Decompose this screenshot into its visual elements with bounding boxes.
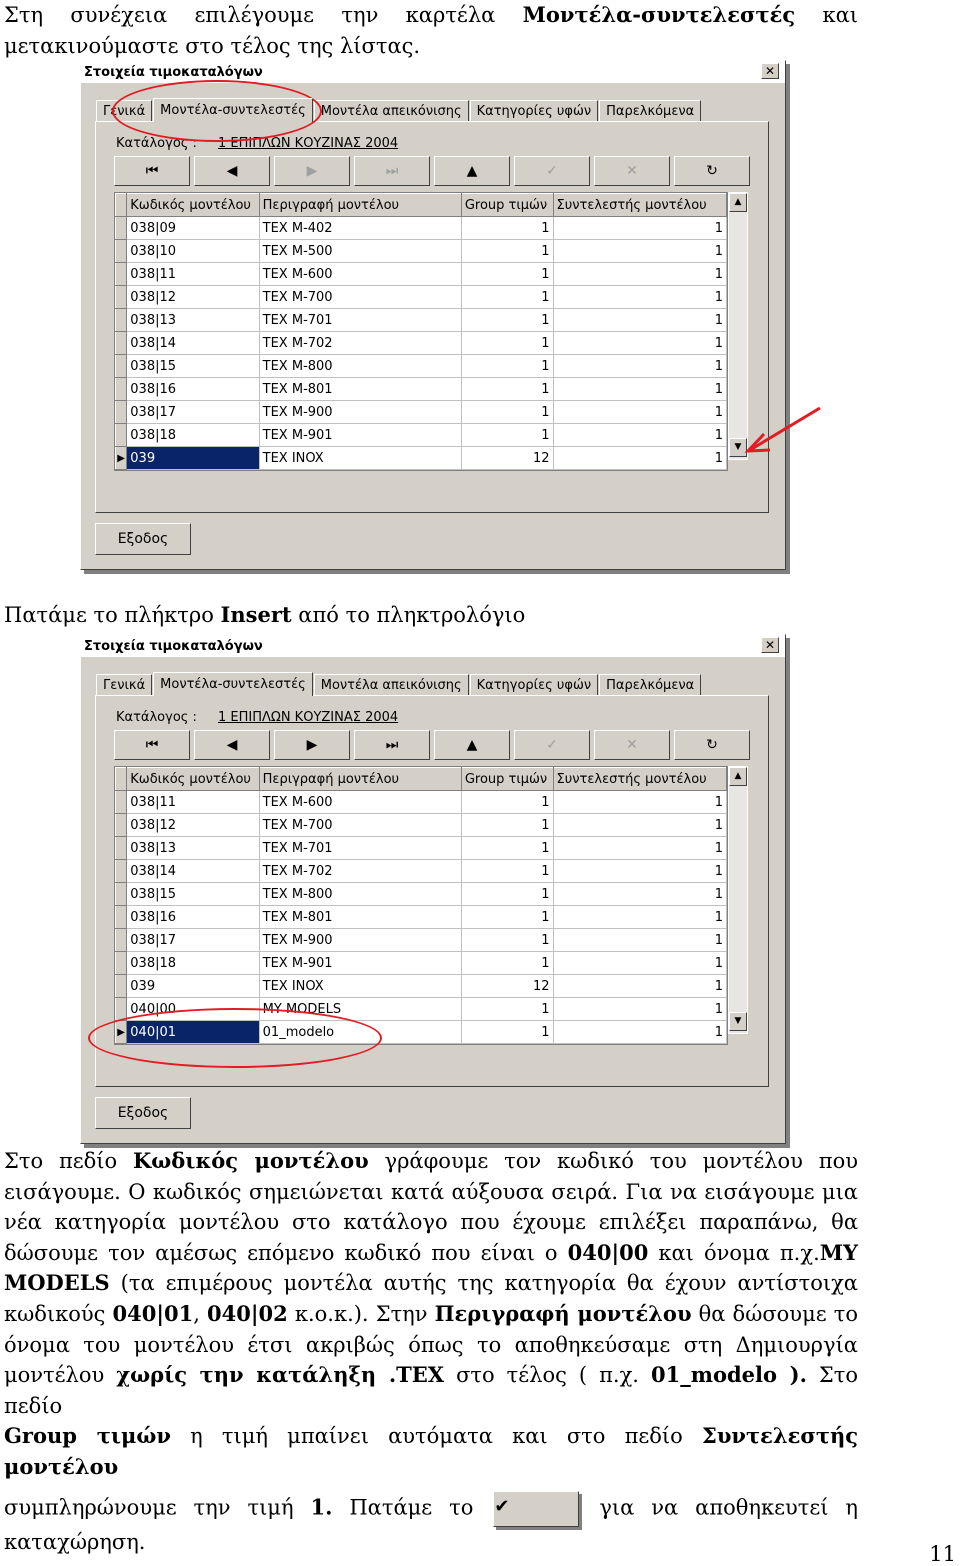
table-row[interactable]	[116, 217, 727, 240]
row-indicator	[116, 401, 127, 424]
nav-next-button[interactable]: ▶	[274, 156, 350, 186]
grid-cell[interactable]: 038|11	[127, 791, 259, 814]
models-grid	[114, 766, 728, 1045]
table-row[interactable]	[116, 906, 727, 929]
grid-cell[interactable]: 038|09	[127, 217, 259, 240]
table-row[interactable]	[116, 355, 727, 378]
scroll-track[interactable]	[729, 786, 747, 1012]
grid-cell[interactable]: 038|16	[127, 378, 259, 401]
grid-header-indicator	[116, 194, 127, 217]
nav-insert-button[interactable]: ▲	[434, 156, 510, 186]
grid-cell[interactable]: 1	[461, 263, 553, 286]
row-indicator	[116, 929, 127, 952]
table-row[interactable]	[116, 263, 727, 286]
catalog-label: Κατάλογος :	[116, 710, 197, 725]
close-button[interactable]: ✕	[761, 637, 779, 653]
grid-cell[interactable]: TEX M-600	[259, 791, 461, 814]
nav-cancel-button[interactable]: ✕	[594, 730, 670, 760]
table-row[interactable]	[116, 424, 727, 447]
row-indicator	[116, 975, 127, 998]
grid-cell[interactable]: 038|13	[127, 837, 259, 860]
grid-cell[interactable]: 1	[553, 975, 726, 998]
grid-cell[interactable]: TEX M-500	[259, 240, 461, 263]
save-button-image	[493, 1491, 579, 1527]
grid-cell[interactable]: 1	[461, 906, 553, 929]
grid-cell[interactable]: TEX M-901	[259, 952, 461, 975]
column-header[interactable]: Κωδικός μοντέλου	[127, 768, 259, 791]
navigator-toolbar	[114, 730, 754, 760]
grid-cell[interactable]: 1	[553, 286, 726, 309]
column-header[interactable]: Group τιμών	[461, 194, 553, 217]
tab-2[interactable]: Μοντέλα απεικόνισης	[314, 100, 469, 121]
row-indicator	[116, 837, 127, 860]
catalog-label: Κατάλογος :	[116, 136, 197, 151]
grid-cell[interactable]: 1	[553, 883, 726, 906]
table-row[interactable]	[116, 837, 727, 860]
table-row[interactable]	[116, 332, 727, 355]
grid-cell[interactable]: 1	[461, 837, 553, 860]
highlight-ellipse-2	[88, 1008, 382, 1068]
nav-refresh-button[interactable]: ↻	[674, 156, 750, 186]
grid-cell[interactable]: 038|12	[127, 286, 259, 309]
grid-cell[interactable]: 038|12	[127, 814, 259, 837]
tab-4[interactable]: Παρελκόμενα	[599, 100, 701, 121]
table-row[interactable]	[116, 791, 727, 814]
grid-cell[interactable]: TEX INOX	[259, 975, 461, 998]
tab-panel	[95, 121, 769, 513]
tab-1[interactable]: Μοντέλα-συντελεστές	[153, 98, 313, 122]
nav-post-button[interactable]: ✓	[514, 730, 590, 760]
grid-cell[interactable]: TEX M-800	[259, 355, 461, 378]
grid-cell[interactable]: 1	[553, 929, 726, 952]
step2-text: Πατάμε το πλήκτρο Insert από το πληκτρολόγιο	[4, 602, 526, 627]
grid-cell[interactable]: 1	[461, 929, 553, 952]
tab-0[interactable]: Γενικά	[96, 674, 152, 695]
row-indicator	[116, 860, 127, 883]
grid-cell[interactable]: TEX M-901	[259, 424, 461, 447]
grid-cell[interactable]: TEX M-702	[259, 332, 461, 355]
grid-cell[interactable]: 1	[553, 906, 726, 929]
close-button[interactable]: ✕	[761, 63, 779, 79]
scroll-up-icon[interactable]: ▲	[729, 193, 747, 212]
red-arrow-icon	[740, 400, 830, 460]
grid-cell[interactable]: 1	[461, 791, 553, 814]
scroll-up-icon[interactable]: ▲	[729, 767, 747, 786]
grid-cell[interactable]: 1	[461, 286, 553, 309]
grid-cell[interactable]: 1	[553, 1021, 726, 1044]
grid-cell[interactable]: TEX M-600	[259, 263, 461, 286]
row-indicator	[116, 424, 127, 447]
grid-cell[interactable]: 1	[461, 240, 553, 263]
grid-cell[interactable]: 039	[127, 447, 259, 470]
grid-cell[interactable]: 038|15	[127, 355, 259, 378]
models-grid	[114, 192, 728, 471]
nav-last-button[interactable]: ⏭	[354, 156, 430, 186]
row-indicator	[116, 814, 127, 837]
catalog-window-2	[80, 634, 786, 1144]
column-header[interactable]: Group τιμών	[461, 768, 553, 791]
column-header[interactable]: Περιγραφή μοντέλου	[259, 768, 461, 791]
grid-cell[interactable]: 1	[461, 998, 553, 1021]
tab-4[interactable]: Παρελκόμενα	[599, 674, 701, 695]
grid-cell[interactable]: 1	[553, 998, 726, 1021]
grid-cell[interactable]: 040|00	[127, 998, 259, 1021]
row-indicator	[116, 240, 127, 263]
grid-cell[interactable]: 1	[461, 814, 553, 837]
grid-cell[interactable]: 1	[461, 883, 553, 906]
window-titlebar	[81, 61, 785, 83]
grid-header-indicator	[116, 768, 127, 791]
row-indicator	[116, 286, 127, 309]
grid-cell[interactable]: 038|16	[127, 906, 259, 929]
grid-cell[interactable]: 038|14	[127, 332, 259, 355]
table-row[interactable]	[116, 447, 727, 470]
table-row[interactable]	[116, 883, 727, 906]
nav-insert-button[interactable]: ▲	[434, 730, 510, 760]
table-row[interactable]	[116, 401, 727, 424]
nav-first-button[interactable]: ⏮	[114, 730, 190, 760]
table-row[interactable]	[116, 929, 727, 952]
nav-next-button[interactable]: ▶	[274, 730, 350, 760]
grid-cell[interactable]: 038|17	[127, 401, 259, 424]
grid-cell[interactable]: 1	[461, 401, 553, 424]
grid-cell[interactable]: 1	[461, 332, 553, 355]
grid-cell[interactable]: 038|14	[127, 860, 259, 883]
grid-cell[interactable]: 038|13	[127, 309, 259, 332]
table-row[interactable]	[116, 860, 727, 883]
grid-cell[interactable]: 038|18	[127, 424, 259, 447]
row-indicator: ▶	[116, 1021, 127, 1044]
row-indicator	[116, 791, 127, 814]
table-row[interactable]	[116, 240, 727, 263]
grid-cell[interactable]: TEX M-900	[259, 401, 461, 424]
grid-cell[interactable]: TEX M-801	[259, 378, 461, 401]
grid-cell[interactable]: 1	[553, 309, 726, 332]
nav-first-button[interactable]: ⏮	[114, 156, 190, 186]
column-header[interactable]: Συντελεστής μοντέλου	[553, 768, 726, 791]
row-indicator	[116, 217, 127, 240]
catalog-value: 1 ΕΠΙΠΛΩΝ ΚΟΥΖΙΝΑΣ 2004	[218, 710, 399, 725]
grid-cell[interactable]: TEX M-900	[259, 929, 461, 952]
scroll-down-icon[interactable]: ▼	[729, 438, 747, 457]
grid-cell[interactable]: TEX INOX	[259, 447, 461, 470]
grid-cell[interactable]: 1	[461, 952, 553, 975]
grid-cell[interactable]: 1	[553, 952, 726, 975]
grid-cell[interactable]: TEX M-402	[259, 217, 461, 240]
grid-cell[interactable]: 01_modelo	[259, 1021, 461, 1044]
exit-button[interactable]: Εξοδος	[95, 523, 191, 555]
grid-cell[interactable]: 1	[553, 263, 726, 286]
grid-cell[interactable]: TEX M-701	[259, 309, 461, 332]
grid-cell[interactable]: 1	[461, 217, 553, 240]
grid-cell[interactable]: 1	[553, 355, 726, 378]
catalog-value: 1 ΕΠΙΠΛΩΝ ΚΟΥΖΙΝΑΣ 2004	[218, 136, 399, 151]
grid-cell[interactable]: 1	[553, 378, 726, 401]
grid-cell[interactable]: TEX M-700	[259, 814, 461, 837]
column-header[interactable]: Περιγραφή μοντέλου	[259, 194, 461, 217]
grid-cell[interactable]: 1	[461, 309, 553, 332]
tab-3[interactable]: Κατηγορίες υφών	[470, 674, 599, 695]
row-indicator	[116, 378, 127, 401]
window-title: Στοιχεία τιμοκαταλόγων	[84, 64, 263, 80]
row-indicator	[116, 883, 127, 906]
grid-cell[interactable]: 12	[461, 975, 553, 998]
column-header[interactable]: Συντελεστής μοντέλου	[553, 194, 726, 217]
tab-bar	[96, 671, 702, 695]
grid-cell[interactable]: MY MODELS	[259, 998, 461, 1021]
tab-3[interactable]: Κατηγορίες υφών	[470, 100, 599, 121]
grid-cell[interactable]: 038|15	[127, 883, 259, 906]
grid-cell[interactable]: 038|11	[127, 263, 259, 286]
table-row[interactable]	[116, 286, 727, 309]
row-indicator	[116, 906, 127, 929]
page-number: 11	[929, 1542, 956, 1566]
table-row[interactable]	[116, 975, 727, 998]
grid-cell[interactable]: 1	[553, 791, 726, 814]
grid-cell[interactable]: 1	[553, 424, 726, 447]
table-row[interactable]	[116, 814, 727, 837]
grid-cell[interactable]: 1	[553, 401, 726, 424]
intro-paragraph: Στη συνέχεια επιλέγουμε την καρτέλα Μοντέλα-συντελεστές και μετακινούμαστε στο τέλος της λίστας.	[4, 2, 859, 58]
row-indicator	[116, 332, 127, 355]
row-indicator	[116, 952, 127, 975]
check-icon: ✔	[494, 1495, 510, 1517]
tab-2[interactable]: Μοντέλα απεικόνισης	[314, 674, 469, 695]
grid-cell[interactable]: 1	[461, 424, 553, 447]
tab-1[interactable]: Μοντέλα-συντελεστές	[153, 672, 313, 696]
table-row[interactable]	[116, 378, 727, 401]
nav-last-button[interactable]: ⏭	[354, 730, 430, 760]
nav-prior-button[interactable]: ◀	[194, 730, 270, 760]
nav-post-button[interactable]: ✓	[514, 156, 590, 186]
grid-cell[interactable]: TEX M-700	[259, 286, 461, 309]
row-indicator	[116, 355, 127, 378]
row-indicator	[116, 263, 127, 286]
table-row[interactable]	[116, 309, 727, 332]
grid-cell[interactable]: TEX M-702	[259, 860, 461, 883]
row-indicator	[116, 309, 127, 332]
row-indicator: ▶	[116, 447, 127, 470]
window-titlebar	[81, 635, 785, 657]
nav-refresh-button[interactable]: ↻	[674, 730, 750, 760]
grid-cell[interactable]: 040|01	[127, 1021, 259, 1044]
nav-prior-button[interactable]: ◀	[194, 156, 270, 186]
window-title: Στοιχεία τιμοκαταλόγων	[84, 638, 263, 654]
grid-cell[interactable]: 1	[553, 217, 726, 240]
grid-cell[interactable]: TEX M-701	[259, 837, 461, 860]
grid-cell[interactable]: 1	[553, 837, 726, 860]
table-row[interactable]	[116, 952, 727, 975]
grid-cell[interactable]: 1	[461, 355, 553, 378]
grid-cell[interactable]: 038|17	[127, 929, 259, 952]
grid-cell[interactable]: 1	[553, 447, 726, 470]
grid-cell[interactable]: 1	[461, 378, 553, 401]
grid-cell[interactable]: 038|10	[127, 240, 259, 263]
exit-button[interactable]: Εξοδος	[95, 1097, 191, 1129]
grid-cell[interactable]: 1	[553, 860, 726, 883]
grid-cell[interactable]: 1	[461, 860, 553, 883]
grid-cell[interactable]: 12	[461, 447, 553, 470]
scroll-down-icon[interactable]: ▼	[729, 1012, 747, 1031]
grid-cell[interactable]: 1	[461, 1021, 553, 1044]
grid-cell[interactable]: 1	[553, 814, 726, 837]
grid-cell[interactable]: 038|18	[127, 952, 259, 975]
grid-cell[interactable]: 1	[553, 332, 726, 355]
vertical-scrollbar[interactable]	[728, 766, 748, 1034]
navigator-toolbar	[114, 156, 754, 186]
nav-cancel-button[interactable]: ✕	[594, 156, 670, 186]
tab-0[interactable]: Γενικά	[96, 100, 152, 121]
grid-cell[interactable]: 1	[553, 240, 726, 263]
column-header[interactable]: Κωδικός μοντέλου	[127, 194, 259, 217]
grid-cell[interactable]: TEX M-800	[259, 883, 461, 906]
catalog-field	[116, 710, 399, 725]
body-paragraph: Στο πεδίο Κωδικός μοντέλου γράφουμε τον κωδικό του μοντέλου που εισάγουμε. Ο κωδικός σημειώνεται κατά αύξουσα σειρά. Για να εισάγουμε μια νέα κατηγορία μοντέλου στο κατάλογο που έχουμε επιλέξει παραπάνω, θα δώσουμε τον αμέσως επόμενο κωδικό που είναι ο 040|00 και όνομα π.χ.MY MODELS (τα επιμέρους μοντέλα αυτής της κατηγορία θα έχουν αντίστοιχα κωδικούς 040|01, 040|02 κ.ο.κ.). Στην Περιγραφή μοντέλου θα δώσουμε το όνομα του μοντέλου έτσι ακριβώς όπως το αποθηκεύσαμε στη Δημιουργία μοντέλου χωρίς την κατάληξη .TEX στο τέλος ( π.χ. 01_modelo ). Στο πεδίο Group τιμών η τιμή μπαίνει αυτόματα και στο πεδίο Συντελεστής μοντέλου συμπληρώνουμε την τιμή 1. Πατάμε το ✔ για να αποθηκευτεί η καταχώρηση.	[4, 1148, 859, 1554]
grid-cell[interactable]: TEX M-801	[259, 906, 461, 929]
tab-bar	[96, 97, 702, 121]
grid-cell[interactable]: 039	[127, 975, 259, 998]
